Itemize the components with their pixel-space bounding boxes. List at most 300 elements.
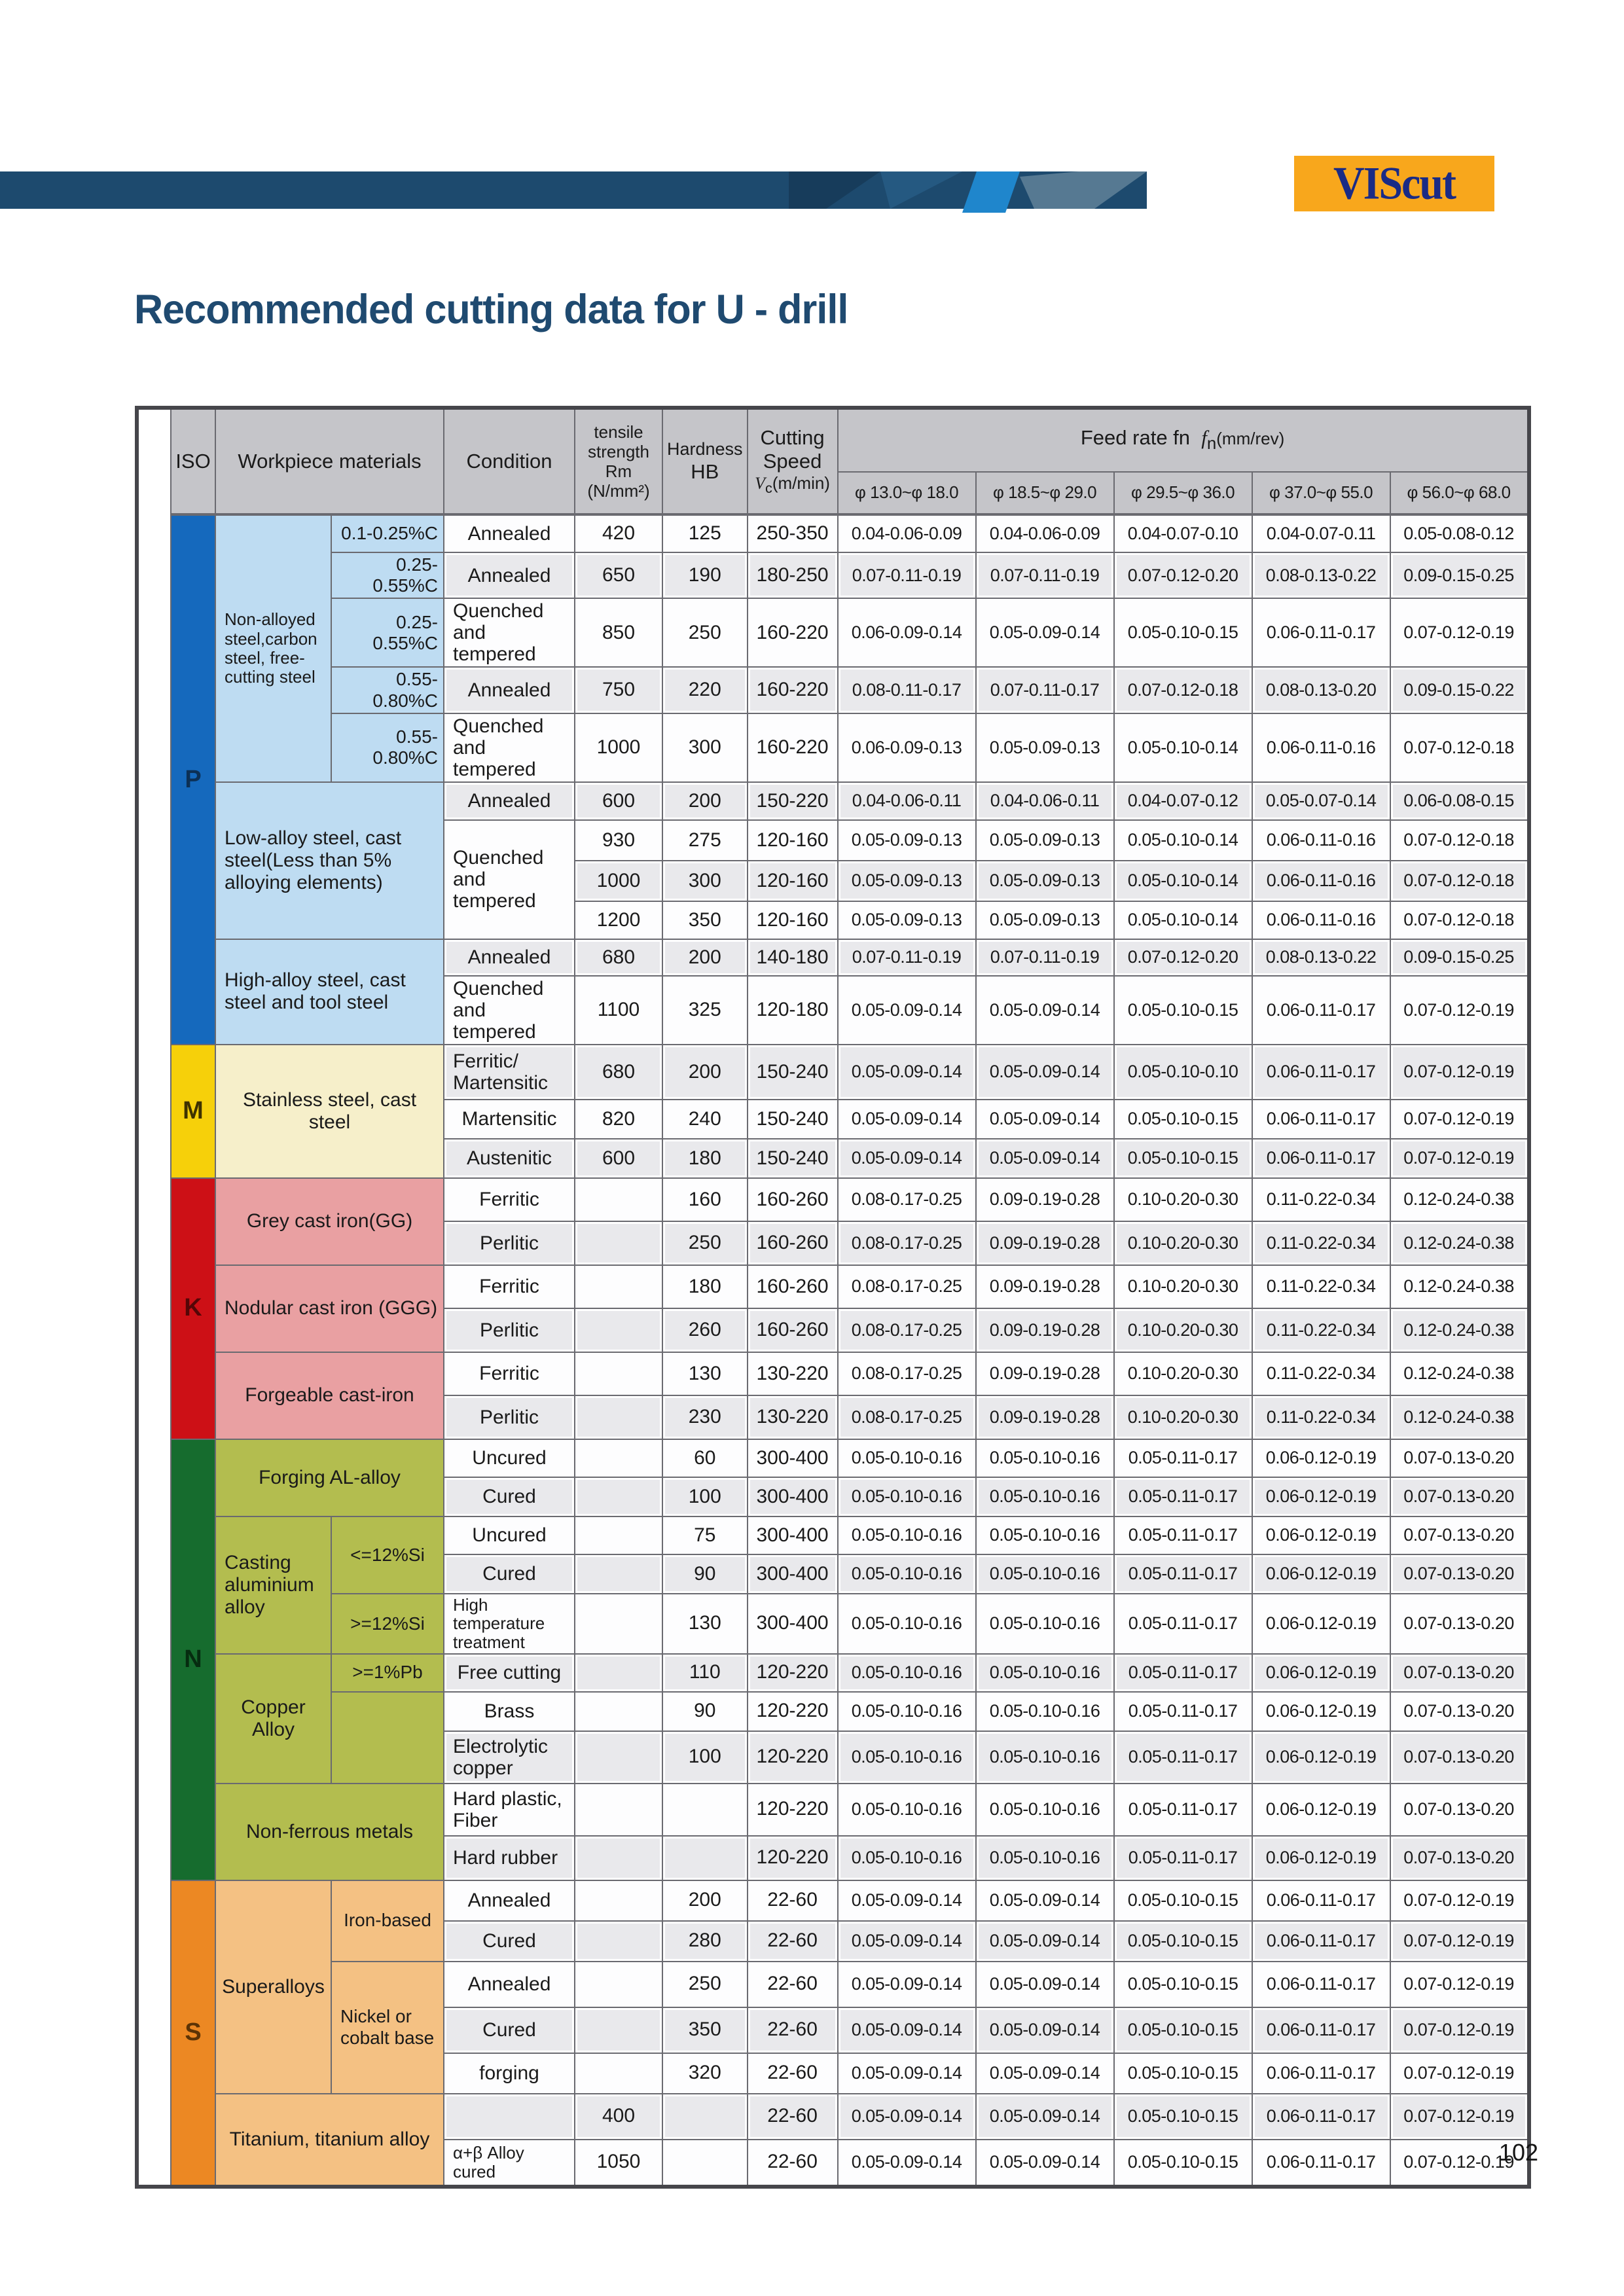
feed-rate-label: Feed rate fn [1080, 426, 1191, 450]
feed-rate-cell: 0.05-0.07-0.14 [1252, 782, 1390, 820]
hardness-cell: 320 [662, 2053, 748, 2094]
cutting-speed-cell: 120-220 [748, 1654, 838, 1692]
tensile-strength-cell: 400 [575, 2094, 662, 2140]
feed-rate-cell: 0.05-0.09-0.13 [976, 901, 1114, 939]
feed-rate-cell: 0.05-0.10-0.16 [838, 1477, 976, 1516]
tensile-strength-cell [575, 1352, 662, 1395]
feed-rate-cell: 0.08-0.13-0.22 [1252, 939, 1390, 976]
condition-cell: α+β Alloy cured [444, 2140, 575, 2187]
feed-rate-cell: 0.05-0.09-0.14 [976, 598, 1114, 667]
feed-rate-cell: 0.05-0.09-0.14 [838, 1045, 976, 1100]
hardness-cell: 180 [662, 1139, 748, 1178]
feed-rate-cell: 0.05-0.10-0.15 [1114, 976, 1252, 1045]
tensile-strength-cell: 650 [575, 552, 662, 598]
feed-rate-cell: 0.05-0.09-0.14 [976, 2007, 1114, 2053]
feed-rate-cell: 0.05-0.10-0.16 [838, 1731, 976, 1784]
table-row [137, 1594, 1529, 1654]
cutting-speed-cell: 130-220 [748, 1352, 838, 1395]
tensile-strength-cell [575, 2007, 662, 2053]
diameter-range-header: φ 29.5~φ 36.0 [1114, 472, 1252, 514]
cutting-speed-cell: 120-220 [748, 1731, 838, 1784]
feed-rate-unit: (mm/rev) [1216, 429, 1285, 449]
cutting-data-table [135, 406, 1531, 2189]
tensile-strength-cell [575, 1921, 662, 1962]
diameter-range-header: φ 56.0~φ 68.0 [1390, 472, 1529, 514]
table-row [137, 514, 1529, 552]
feed-rate-cell: 0.07-0.11-0.19 [976, 552, 1114, 598]
tensile-strength-cell: 1000 [575, 713, 662, 782]
tensile-strength-cell: 930 [575, 820, 662, 861]
feed-rate-cell: 0.06-0.09-0.13 [838, 713, 976, 782]
feed-rate-cell: 0.07-0.13-0.20 [1390, 1731, 1529, 1784]
feed-rate-cell: 0.04-0.06-0.09 [976, 514, 1114, 552]
hardness-cell: 200 [662, 939, 748, 976]
feed-rate-cell: 0.04-0.07-0.10 [1114, 514, 1252, 552]
tensile-strength-cell [575, 1594, 662, 1654]
condition-cell: Quenched and tempered [444, 976, 575, 1045]
feed-rate-cell: 0.05-0.09-0.14 [838, 1139, 976, 1178]
condition-cell: Ferritic [444, 1352, 575, 1395]
hardness-cell: 90 [662, 1554, 748, 1594]
feed-rate-cell: 0.05-0.10-0.15 [1114, 1921, 1252, 1962]
material-cell: 0.55-0.80%C [331, 667, 444, 713]
feed-rate-cell: 0.07-0.12-0.19 [1390, 598, 1529, 667]
hardness-cell: 60 [662, 1439, 748, 1477]
feed-rate-cell: 0.08-0.17-0.25 [838, 1352, 976, 1395]
tensile-strength-cell: 1050 [575, 2140, 662, 2187]
feed-rate-cell: 0.05-0.11-0.17 [1114, 1516, 1252, 1554]
tensile-strength-cell [575, 1692, 662, 1731]
feed-rate-cell: 0.12-0.24-0.38 [1390, 1395, 1529, 1439]
feed-rate-cell: 0.05-0.10-0.16 [976, 1594, 1114, 1654]
table-row [137, 1178, 1529, 1221]
feed-rate-cell: 0.05-0.09-0.13 [838, 861, 976, 901]
cutting-speed-symbol: $V_c(m/\min)$ [755, 473, 830, 497]
tensile-strength-cell [575, 1784, 662, 1836]
feed-rate-cell: 0.06-0.11-0.16 [1252, 713, 1390, 782]
feed-rate-cell: 0.12-0.24-0.38 [1390, 1352, 1529, 1395]
feed-rate-cell: 0.09-0.19-0.28 [976, 1352, 1114, 1395]
feed-rate-cell: 0.05-0.10-0.16 [976, 1692, 1114, 1731]
col-header-condition: Condition [444, 408, 575, 514]
cutting-speed-cell: 300-400 [748, 1439, 838, 1477]
feed-rate-cell: 0.05-0.10-0.16 [838, 1692, 976, 1731]
condition-cell: Annealed [444, 939, 575, 976]
feed-rate-cell: 0.05-0.11-0.17 [1114, 1477, 1252, 1516]
feed-rate-cell: 0.05-0.08-0.12 [1390, 514, 1529, 552]
hardness-cell: 100 [662, 1731, 748, 1784]
feed-rate-cell: 0.05-0.10-0.14 [1114, 820, 1252, 861]
hardness-cell: 190 [662, 552, 748, 598]
feed-rate-cell: 0.07-0.13-0.20 [1390, 1554, 1529, 1594]
feed-rate-cell: 0.05-0.09-0.14 [976, 1921, 1114, 1962]
hardness-cell: 300 [662, 861, 748, 901]
feed-rate-cell: 0.06-0.11-0.17 [1252, 1880, 1390, 1921]
tensile-strength-cell [575, 1654, 662, 1692]
hardness-cell [662, 2094, 748, 2140]
condition-cell: Perlitic [444, 1221, 575, 1265]
feed-rate-cell: 0.08-0.17-0.25 [838, 1395, 976, 1439]
feed-rate-cell: 0.09-0.19-0.28 [976, 1265, 1114, 1308]
feed-rate-cell: 0.05-0.09-0.13 [976, 861, 1114, 901]
feed-rate-cell: 0.04-0.07-0.12 [1114, 782, 1252, 820]
tensile-strength-cell: 600 [575, 782, 662, 820]
feed-rate-cell: 0.07-0.12-0.19 [1390, 1880, 1529, 1921]
tensile-strength-cell: 1000 [575, 861, 662, 901]
material-cell: Casting aluminium alloy [215, 1516, 331, 1654]
condition-cell: Hard rubber [444, 1836, 575, 1880]
condition-cell: Austenitic [444, 1139, 575, 1178]
tensile-line: tensile [594, 422, 643, 442]
tensile-strength-cell: 1200 [575, 901, 662, 939]
feed-rate-cell: 0.06-0.11-0.16 [1252, 820, 1390, 861]
condition-cell: Annealed [444, 514, 575, 552]
feed-rate-cell: 0.05-0.11-0.17 [1114, 1731, 1252, 1784]
feed-rate-cell: 0.06-0.11-0.17 [1252, 1962, 1390, 2007]
condition-cell: Cured [444, 1477, 575, 1516]
feed-rate-cell: 0.05-0.09-0.14 [838, 2094, 976, 2140]
feed-rate-cell: 0.09-0.19-0.28 [976, 1221, 1114, 1265]
cutting-speed-cell: 22-60 [748, 2007, 838, 2053]
feed-rate-cell: 0.05-0.10-0.16 [838, 1439, 976, 1477]
iso-cell-p: P [171, 514, 215, 1045]
feed-rate-cell: 0.05-0.10-0.16 [838, 1554, 976, 1594]
table-row [137, 1439, 1529, 1477]
cutting-speed-line: Speed [763, 450, 822, 473]
feed-rate-cell: 0.06-0.11-0.16 [1252, 861, 1390, 901]
feed-rate-cell: 0.05-0.10-0.15 [1114, 1100, 1252, 1139]
condition-cell: Annealed [444, 667, 575, 713]
feed-rate-cell: 0.05-0.11-0.17 [1114, 1654, 1252, 1692]
hardness-cell: 200 [662, 782, 748, 820]
condition-cell: Ferritic [444, 1265, 575, 1308]
feed-rate-cell: 0.05-0.09-0.14 [976, 2053, 1114, 2094]
cutting-speed-cell: 160-260 [748, 1308, 838, 1352]
condition-cell: Cured [444, 1921, 575, 1962]
table-row [137, 667, 1529, 713]
hardness-cell: 250 [662, 1221, 748, 1265]
tensile-line: strength [588, 441, 649, 461]
tensile-strength-cell: 750 [575, 667, 662, 713]
feed-rate-cell: 0.09-0.15-0.25 [1390, 939, 1529, 976]
feed-rate-cell: 0.08-0.17-0.25 [838, 1178, 976, 1221]
condition-cell: Perlitic [444, 1308, 575, 1352]
tensile-strength-cell: 600 [575, 1139, 662, 1178]
tensile-strength-cell [575, 1731, 662, 1784]
hardness-cell: 325 [662, 976, 748, 1045]
tensile-line: Rm [605, 461, 632, 481]
feed-rate-cell: 0.05-0.09-0.14 [976, 2094, 1114, 2140]
cutting-speed-cell: 160-260 [748, 1265, 838, 1308]
condition-cell: Ferritic/ Martensitic [444, 1045, 575, 1100]
feed-rate-cell: 0.05-0.10-0.15 [1114, 2094, 1252, 2140]
condition-cell: Perlitic [444, 1395, 575, 1439]
feed-rate-cell: 0.05-0.10-0.16 [838, 1594, 976, 1654]
tensile-strength-cell: 680 [575, 1045, 662, 1100]
tensile-strength-cell [575, 1308, 662, 1352]
material-cell: 0.55-0.80%C [331, 713, 444, 782]
feed-rate-cell: 0.06-0.12-0.19 [1252, 1594, 1390, 1654]
feed-rate-cell: 0.10-0.20-0.30 [1114, 1178, 1252, 1221]
cutting-speed-cell: 300-400 [748, 1516, 838, 1554]
feed-rate-cell: 0.05-0.09-0.14 [838, 2140, 976, 2187]
tensile-strength-cell [575, 1836, 662, 1880]
tensile-strength-cell [575, 1178, 662, 1221]
col-header-hardness [662, 408, 748, 514]
feed-rate-cell: 0.05-0.10-0.14 [1114, 713, 1252, 782]
feed-rate-cell: 0.06-0.11-0.17 [1252, 1921, 1390, 1962]
tensile-strength-cell: 820 [575, 1100, 662, 1139]
material-cell: Grey cast iron(GG) [215, 1178, 444, 1265]
table-row [137, 1784, 1529, 1836]
hardness-cell: 75 [662, 1516, 748, 1554]
cutting-speed-cell: 130-220 [748, 1395, 838, 1439]
material-cell: Superalloys [215, 1880, 331, 2094]
feed-rate-cell: 0.07-0.12-0.20 [1114, 552, 1252, 598]
table-row [137, 1265, 1529, 1308]
feed-rate-cell: 0.11-0.22-0.34 [1252, 1265, 1390, 1308]
table-row [137, 1516, 1529, 1554]
feed-rate-cell: 0.04-0.07-0.11 [1252, 514, 1390, 552]
feed-rate-cell: 0.06-0.11-0.17 [1252, 2007, 1390, 2053]
feed-rate-cell: 0.09-0.19-0.28 [976, 1178, 1114, 1221]
feed-rate-cell: 0.09-0.19-0.28 [976, 1308, 1114, 1352]
tensile-strength-cell: 420 [575, 514, 662, 552]
iso-cell-m: M [171, 1045, 215, 1178]
cutting-speed-cell: 140-180 [748, 939, 838, 976]
feed-rate-cell: 0.11-0.22-0.34 [1252, 1308, 1390, 1352]
feed-rate-cell: 0.08-0.13-0.20 [1252, 667, 1390, 713]
iso-cell-s: S [171, 1880, 215, 2187]
feed-rate-cell: 0.07-0.13-0.20 [1390, 1477, 1529, 1516]
material-cell: Low-alloy steel, cast steel(Less than 5% alloying elements) [215, 782, 444, 939]
hardness-cell: 275 [662, 820, 748, 861]
cutting-speed-cell: 160-220 [748, 713, 838, 782]
feed-rate-cell: 0.05-0.11-0.17 [1114, 1836, 1252, 1880]
condition-cell: Uncured [444, 1439, 575, 1477]
feed-rate-cell: 0.05-0.11-0.17 [1114, 1439, 1252, 1477]
feed-rate-cell: 0.05-0.10-0.14 [1114, 901, 1252, 939]
feed-rate-cell: 0.08-0.17-0.25 [838, 1265, 976, 1308]
condition-cell: Annealed [444, 1962, 575, 2007]
condition-cell: Ferritic [444, 1178, 575, 1221]
material-cell: 0.25-0.55%C [331, 552, 444, 598]
feed-rate-cell: 0.07-0.13-0.20 [1390, 1439, 1529, 1477]
cutting-speed-line: Cutting [760, 426, 825, 450]
feed-rate-cell: 0.05-0.10-0.16 [838, 1836, 976, 1880]
feed-rate-cell: 0.07-0.13-0.20 [1390, 1784, 1529, 1836]
feed-rate-cell: 0.07-0.11-0.19 [976, 939, 1114, 976]
hardness-cell [662, 1836, 748, 1880]
feed-rate-cell: 0.06-0.11-0.17 [1252, 2053, 1390, 2094]
feed-rate-cell: 0.05-0.10-0.16 [976, 1516, 1114, 1554]
feed-rate-symbol: f [1201, 426, 1207, 450]
feed-rate-cell: 0.05-0.09-0.13 [838, 820, 976, 861]
feed-rate-cell: 0.07-0.13-0.20 [1390, 1692, 1529, 1731]
tensile-strength-cell [575, 1395, 662, 1439]
hardness-cell: 300 [662, 713, 748, 782]
material-cell: >=1%Pb [331, 1654, 444, 1692]
material-cell: Forgeable cast-iron [215, 1352, 444, 1439]
feed-rate-cell: 0.06-0.12-0.19 [1252, 1836, 1390, 1880]
hardness-cell [662, 2140, 748, 2187]
table-row [137, 713, 1529, 782]
feed-rate-cell: 0.07-0.11-0.17 [976, 667, 1114, 713]
feed-rate-cell: 0.05-0.10-0.14 [1114, 861, 1252, 901]
feed-rate-cell: 0.05-0.11-0.17 [1114, 1692, 1252, 1731]
cutting-speed-cell: 22-60 [748, 2140, 838, 2187]
feed-rate-cell: 0.07-0.12-0.19 [1390, 1100, 1529, 1139]
hardness-cell: 220 [662, 667, 748, 713]
diameter-range-header: φ 37.0~φ 55.0 [1252, 472, 1390, 514]
hardness-cell: 200 [662, 1045, 748, 1100]
table-row [137, 1654, 1529, 1692]
feed-rate-cell: 0.12-0.24-0.38 [1390, 1265, 1529, 1308]
viscut-logo [1294, 156, 1494, 211]
feed-rate-cell: 0.06-0.12-0.19 [1252, 1692, 1390, 1731]
condition-cell: Free cutting [444, 1654, 575, 1692]
feed-rate-cell: 0.05-0.10-0.16 [838, 1654, 976, 1692]
feed-rate-cell: 0.12-0.24-0.38 [1390, 1221, 1529, 1265]
hardness-cell: 130 [662, 1352, 748, 1395]
cutting-speed-cell: 120-220 [748, 1692, 838, 1731]
feed-rate-cell: 0.05-0.10-0.16 [976, 1836, 1114, 1880]
header-row-main [137, 408, 1529, 472]
feed-rate-cell: 0.10-0.20-0.30 [1114, 1221, 1252, 1265]
feed-rate-cell: 0.05-0.09-0.13 [976, 820, 1114, 861]
feed-rate-cell: 0.07-0.11-0.19 [838, 939, 976, 976]
feed-rate-cell: 0.06-0.12-0.19 [1252, 1439, 1390, 1477]
feed-rate-cell: 0.07-0.12-0.18 [1390, 861, 1529, 901]
feed-rate-cell: 0.10-0.20-0.30 [1114, 1265, 1252, 1308]
banner-decoration [0, 171, 1185, 215]
material-cell: Non-alloyed steel,carbon steel, free-cutting steel [215, 514, 331, 782]
feed-rate-cell: 0.06-0.09-0.14 [838, 598, 976, 667]
feed-rate-cell: 0.05-0.09-0.14 [976, 976, 1114, 1045]
feed-rate-cell: 0.07-0.13-0.20 [1390, 1516, 1529, 1554]
feed-rate-cell: 0.05-0.10-0.15 [1114, 2053, 1252, 2094]
hardness-cell [662, 1784, 748, 1836]
hardness-line: Hardness [667, 439, 743, 459]
feed-rate-cell: 0.06-0.12-0.19 [1252, 1554, 1390, 1594]
cutting-speed-cell: 120-160 [748, 820, 838, 861]
feed-rate-cell: 0.07-0.13-0.20 [1390, 1654, 1529, 1692]
feed-rate-cell: 0.07-0.12-0.18 [1390, 820, 1529, 861]
feed-rate-cell: 0.05-0.09-0.14 [838, 2007, 976, 2053]
table-row [137, 1880, 1529, 1921]
cutting-speed-cell: 180-250 [748, 552, 838, 598]
feed-rate-cell: 0.07-0.12-0.19 [1390, 1921, 1529, 1962]
feed-rate-cell: 0.05-0.10-0.16 [976, 1439, 1114, 1477]
cutting-speed-cell: 300-400 [748, 1594, 838, 1654]
col-header-workpiece: Workpiece materials [215, 408, 444, 514]
condition-cell: Cured [444, 2007, 575, 2053]
cutting-speed-cell: 22-60 [748, 2094, 838, 2140]
feed-rate-cell: 0.10-0.20-0.30 [1114, 1395, 1252, 1439]
feed-rate-cell: 0.07-0.13-0.20 [1390, 1836, 1529, 1880]
feed-rate-cell: 0.05-0.09-0.14 [976, 1045, 1114, 1100]
condition-cell: Quenched and tempered [444, 820, 575, 939]
feed-rate-cell: 0.09-0.19-0.28 [976, 1395, 1114, 1439]
cutting-speed-cell: 160-220 [748, 598, 838, 667]
feed-rate-cell: 0.08-0.13-0.22 [1252, 552, 1390, 598]
cutting-speed-cell: 250-350 [748, 514, 838, 552]
hardness-cell: 260 [662, 1308, 748, 1352]
hardness-cell: 350 [662, 2007, 748, 2053]
cutting-speed-cell: 150-240 [748, 1139, 838, 1178]
feed-rate-cell: 0.06-0.12-0.19 [1252, 1477, 1390, 1516]
feed-rate-cell: 0.05-0.10-0.15 [1114, 598, 1252, 667]
feed-rate-cell: 0.06-0.08-0.15 [1390, 782, 1529, 820]
tensile-strength-cell [575, 1880, 662, 1921]
tensile-strength-cell [575, 1221, 662, 1265]
feed-rate-cell: 0.07-0.12-0.19 [1390, 2094, 1529, 2140]
cutting-speed-cell: 22-60 [748, 2053, 838, 2094]
hardness-cell: 100 [662, 1477, 748, 1516]
feed-rate-cell: 0.05-0.09-0.14 [838, 1962, 976, 2007]
feed-rate-cell: 0.11-0.22-0.34 [1252, 1221, 1390, 1265]
feed-rate-cell: 0.05-0.09-0.13 [976, 713, 1114, 782]
feed-rate-cell: 0.05-0.10-0.16 [976, 1477, 1114, 1516]
tensile-strength-cell [575, 1516, 662, 1554]
feed-rate-cell: 0.07-0.12-0.19 [1390, 1962, 1529, 2007]
diameter-range-header: φ 18.5~φ 29.0 [976, 472, 1114, 514]
feed-rate-cell: 0.05-0.09-0.14 [976, 1100, 1114, 1139]
page-number: 102 [1498, 2139, 1538, 2166]
feed-rate-cell: 0.05-0.10-0.16 [976, 1554, 1114, 1594]
feed-rate-cell: 0.05-0.10-0.16 [838, 1784, 976, 1836]
feed-rate-cell: 0.06-0.11-0.17 [1252, 1139, 1390, 1178]
feed-rate-cell: 0.09-0.15-0.25 [1390, 552, 1529, 598]
feed-rate-cell: 0.06-0.11-0.17 [1252, 2094, 1390, 2140]
hardness-cell: 200 [662, 1880, 748, 1921]
hardness-cell: 110 [662, 1654, 748, 1692]
feed-rate-cell: 0.08-0.17-0.25 [838, 1221, 976, 1265]
feed-rate-cell: 0.12-0.24-0.38 [1390, 1308, 1529, 1352]
tensile-strength-cell [575, 2053, 662, 2094]
tensile-strength-cell [575, 1439, 662, 1477]
cutting-table-body [137, 408, 1529, 2187]
condition-cell: Brass [444, 1692, 575, 1731]
feed-rate-cell: 0.07-0.12-0.19 [1390, 2007, 1529, 2053]
material-cell [331, 1692, 444, 1784]
condition-cell: forging [444, 2053, 575, 2094]
hardness-cell: 240 [662, 1100, 748, 1139]
material-cell: <=12%Si [331, 1516, 444, 1594]
table-row [137, 1352, 1529, 1395]
material-cell: 0.1-0.25%C [331, 514, 444, 552]
feed-rate-cell: 0.05-0.10-0.16 [838, 1516, 976, 1554]
feed-rate-cell: 0.06-0.12-0.19 [1252, 1654, 1390, 1692]
cutting-speed-cell: 120-180 [748, 976, 838, 1045]
tensile-strength-cell [575, 1962, 662, 2007]
feed-rate-cell: 0.07-0.12-0.19 [1390, 1139, 1529, 1178]
cutting-speed-cell: 300-400 [748, 1477, 838, 1516]
material-cell: Nodular cast iron (GGG) [215, 1265, 444, 1352]
condition-cell: Quenched and tempered [444, 598, 575, 667]
feed-rate-cell: 0.10-0.20-0.30 [1114, 1308, 1252, 1352]
cutting-speed-cell: 150-220 [748, 782, 838, 820]
cutting-speed-cell: 120-160 [748, 901, 838, 939]
feed-rate-cell: 0.10-0.20-0.30 [1114, 1352, 1252, 1395]
hardness-cell: 160 [662, 1178, 748, 1221]
feed-rate-cell: 0.06-0.12-0.19 [1252, 1516, 1390, 1554]
material-cell: >=12%Si [331, 1594, 444, 1654]
condition-cell: Annealed [444, 782, 575, 820]
hardness-cell: 250 [662, 598, 748, 667]
hardness-cell: 280 [662, 1921, 748, 1962]
feed-rate-cell: 0.04-0.06-0.11 [976, 782, 1114, 820]
